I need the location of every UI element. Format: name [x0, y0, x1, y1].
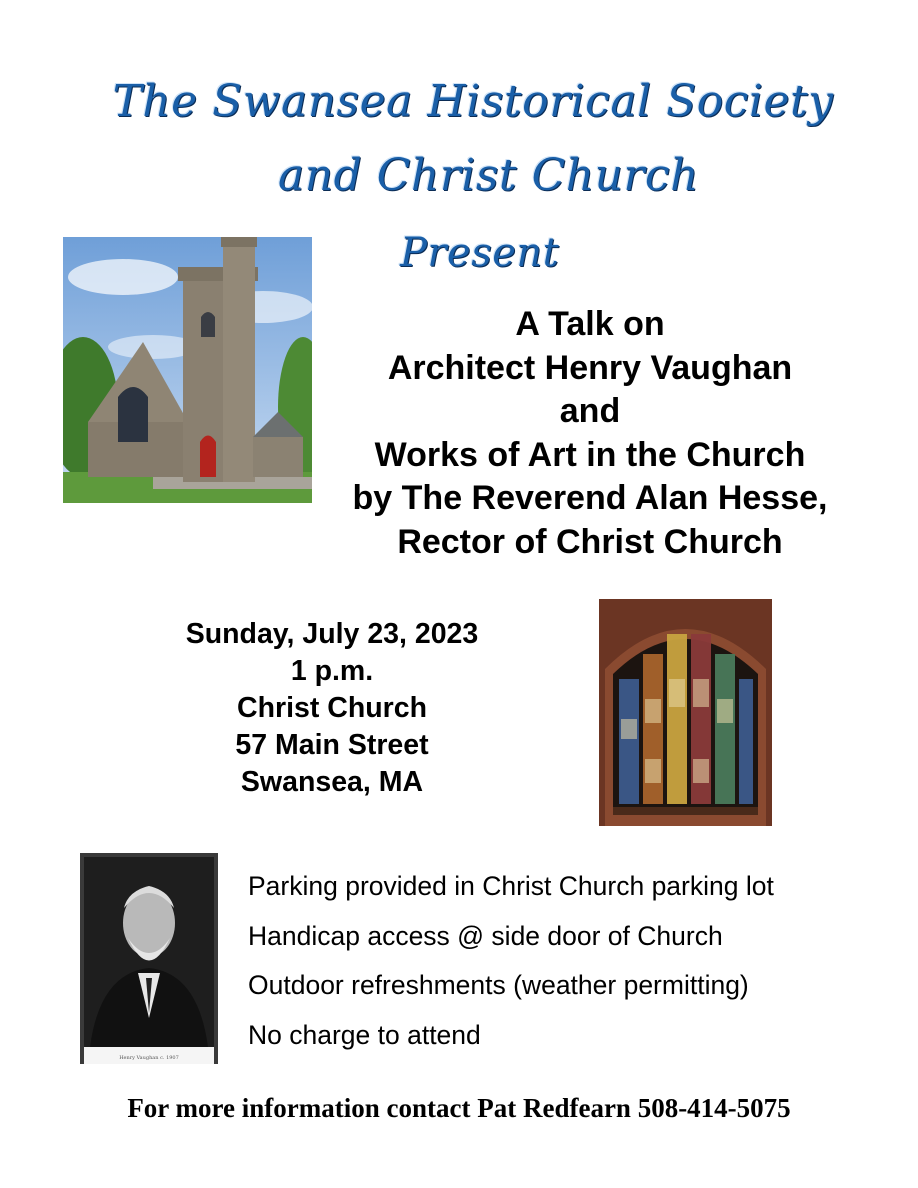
contact-info: For more information contact Pat Redfearn 508-414-5075	[127, 1093, 791, 1123]
event-time: 1 p.m.	[290, 655, 374, 687]
header-title-line-2: and Christ Church	[278, 150, 699, 201]
event-street: 57 Main Street	[235, 729, 429, 761]
talk-line: Works of Art in the Church	[374, 435, 806, 474]
talk-line: by The Reverend Alan Hesse,	[352, 479, 828, 517]
church-photo	[63, 237, 312, 503]
stained-glass-photo	[599, 599, 772, 826]
header-present: Present	[400, 230, 560, 276]
note-item: Handicap access @ side door of Church	[248, 920, 723, 951]
talk-description	[318, 303, 862, 564]
portrait-caption: Henry Vaughan c. 1907	[119, 1055, 179, 1061]
talk-line: Architect Henry Vaughan	[387, 348, 793, 387]
talk-line: Rector of Christ Church	[397, 522, 783, 561]
note-item: No charge to attend	[248, 1019, 481, 1050]
event-city: Swansea, MA	[240, 766, 424, 798]
header-title-line-1: The Swansea Historical Society	[112, 76, 834, 127]
event-details	[150, 616, 514, 801]
talk-line: A Talk on	[515, 305, 665, 343]
event-venue: Christ Church	[236, 692, 427, 724]
event-notes	[248, 862, 774, 1060]
talk-line: and	[559, 392, 621, 430]
henry-vaughan-portrait	[80, 853, 218, 1064]
note-item: Parking provided in Christ Church parking lot	[248, 871, 774, 901]
note-item: Outdoor refreshments (weather permitting)	[248, 970, 749, 1000]
event-date: Sunday, July 23, 2023	[185, 618, 479, 650]
